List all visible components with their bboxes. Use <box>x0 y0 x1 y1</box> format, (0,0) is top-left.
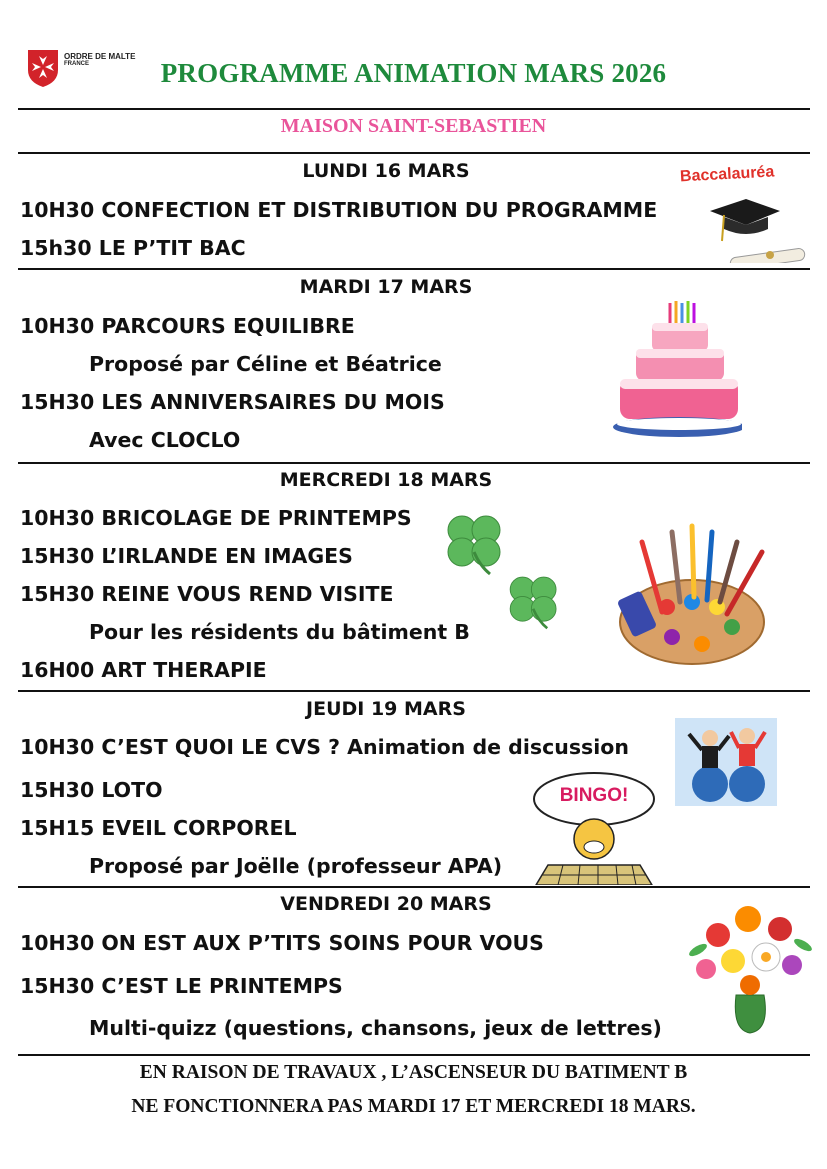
activity-line: 15H15 EVEIL CORPOREL <box>20 816 297 840</box>
activity-detail: Pour les résidents du bâtiment B <box>89 620 470 644</box>
divider <box>18 268 810 270</box>
paint-palette-illustration <box>612 522 777 667</box>
activity-line: 10H30 BRICOLAGE DE PRINTEMPS <box>20 506 412 530</box>
activity-line: 15H30 REINE VOUS REND VISITE <box>20 582 394 606</box>
activity-line: 15H30 LOTO <box>20 778 163 802</box>
activity-line: 15H30 C’EST LE PRINTEMPS <box>20 974 343 998</box>
divider <box>18 1054 810 1056</box>
activity-line: 10H30 CONFECTION ET DISTRIBUTION DU PROGRAMME <box>20 198 658 222</box>
logo-line-1: ORDRE DE MALTE <box>64 52 136 61</box>
activity-detail: Avec CLOCLO <box>89 428 241 452</box>
exercise-ball-illustration <box>675 718 777 806</box>
divider <box>18 152 810 154</box>
notice-line-2: NE FONCTIONNERA PAS MARDI 17 ET MERCREDI 18 MARS. <box>131 1096 696 1117</box>
activity-line: 10H30 C’EST QUOI LE CVS ? Animation de discussion <box>20 735 629 759</box>
day-heading-wednesday: MERCREDI 18 MARS <box>279 469 493 491</box>
day-heading-friday: VENDREDI 20 MARS <box>280 893 492 915</box>
page-title: PROGRAMME ANIMATION MARS 2026 <box>160 58 667 88</box>
divider <box>18 690 810 692</box>
shamrock-icon <box>503 570 565 630</box>
bingo-cartoon-icon <box>528 765 660 885</box>
activity-detail: Multi-quizz (questions, chansons, jeux de lettres) <box>89 1016 662 1040</box>
page-subtitle: MAISON SAINT-SEBASTIEN <box>280 115 547 137</box>
divider <box>18 886 810 888</box>
baccalaureat-label: Baccalauréa <box>679 163 775 186</box>
shamrock-icon <box>440 508 510 576</box>
day-heading-tuesday: MARDI 17 MARS <box>299 276 473 298</box>
bingo-label: BINGO! <box>559 785 629 806</box>
graduation-cap-icon <box>680 183 810 263</box>
activity-line: 10H30 ON EST AUX P’TITS SOINS POUR VOUS <box>20 931 544 955</box>
day-heading-thursday: JEUDI 19 MARS <box>306 698 466 720</box>
divider <box>18 108 810 110</box>
birthday-cake-illustration <box>612 295 742 445</box>
activity-line: 15H30 L’IRLANDE EN IMAGES <box>20 544 353 568</box>
activity-line: 10H30 PARCOURS EQUILIBRE <box>20 314 355 338</box>
logo-line-2: FRANCE <box>64 61 89 67</box>
bingo-illustration <box>528 765 660 885</box>
day-heading-monday: LUNDI 16 MARS <box>302 160 470 182</box>
graduation-cap-illustration <box>680 165 810 267</box>
activity-line: 16H00 ART THERAPIE <box>20 658 267 682</box>
activity-detail: Proposé par Joëlle (professeur APA) <box>89 854 503 878</box>
flower-bouquet-illustration <box>688 895 813 1035</box>
notice-line-1: EN RAISON DE TRAVAUX , L’ASCENSEUR DU BATIMENT B <box>139 1062 688 1083</box>
activity-line: 15H30 LES ANNIVERSAIRES DU MOIS <box>20 390 445 414</box>
activity-line: 15h30 LE P’TIT BAC <box>20 236 246 260</box>
activity-detail: Proposé par Céline et Béatrice <box>89 352 442 376</box>
divider <box>18 462 810 464</box>
